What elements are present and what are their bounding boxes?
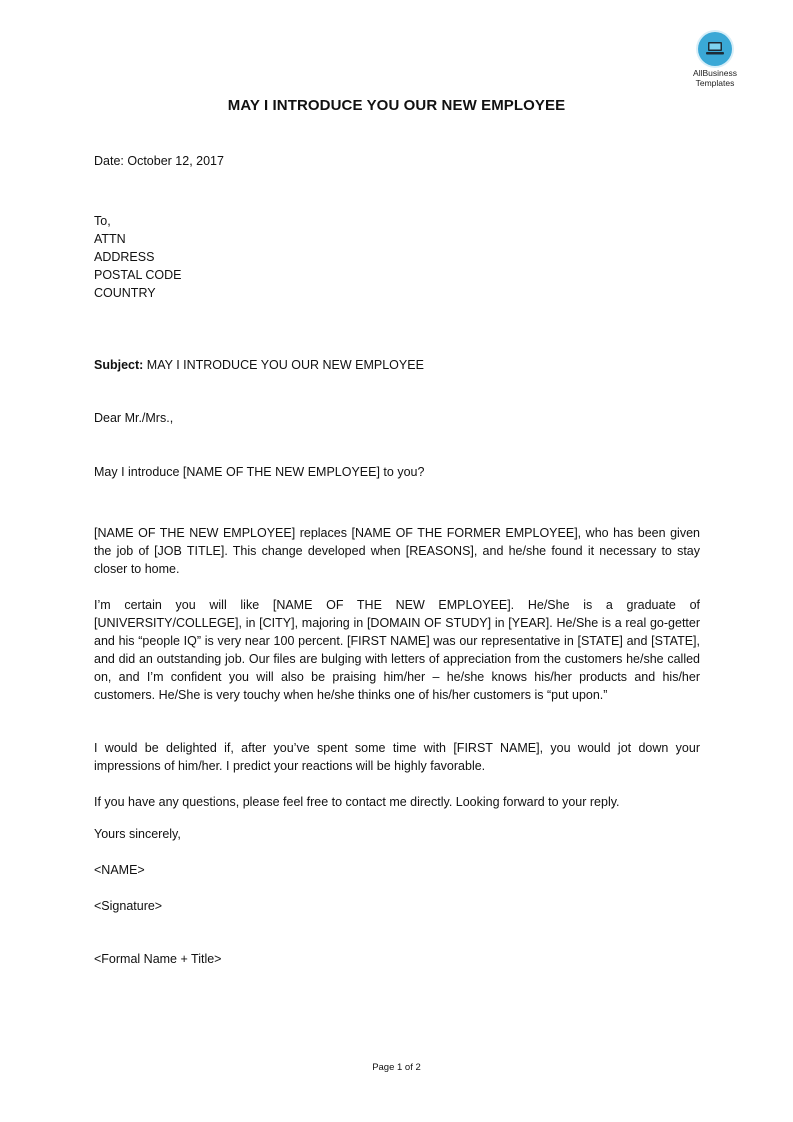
address-line: ADDRESS: [94, 250, 155, 264]
address-country: COUNTRY: [94, 286, 156, 300]
subject-label: Subject:: [94, 358, 144, 372]
subject-line: [94, 358, 424, 372]
address-to: To,: [94, 214, 111, 228]
logo-text-line2: Templates: [695, 77, 735, 88]
address-postal-code: POSTAL CODE: [94, 268, 182, 282]
salutation: Dear Mr./Mrs.,: [94, 411, 174, 425]
sender-formal-name: <Formal Name + Title>: [94, 952, 222, 966]
paragraph-3: I would be delighted if, after you’ve spent some time with [FIRST NAME], you would jot down your impressions of him/her. I predict your reactions will be highly favorable.: [94, 741, 700, 773]
sender-name: <NAME>: [94, 863, 145, 877]
paragraph-1: [NAME OF THE NEW EMPLOYEE] replaces [NAME OF THE FORMER EMPLOYEE], who has been given the job of [JOB TITLE]. This change developed when [REASONS], and he/she found it necessary to stay closer to home.: [94, 526, 700, 576]
letter-date: Date: October 12, 2017: [94, 154, 224, 168]
page-number: Page 1 of 2: [372, 1062, 421, 1073]
paragraph-4: If you have any questions, please feel free to contact me directly. Looking forward to your reply.: [94, 795, 620, 809]
sender-signature: <Signature>: [94, 899, 163, 913]
laptop-icon: [698, 32, 732, 66]
company-logo: [684, 32, 746, 88]
document-title: MAY I INTRODUCE YOU OUR NEW EMPLOYEE: [227, 97, 566, 114]
address-attn: ATTN: [94, 232, 126, 246]
intro-line: May I introduce [NAME OF THE NEW EMPLOYEE] to you?: [94, 465, 425, 479]
logo-text-line1: AllBusiness: [693, 68, 737, 78]
closing: Yours sincerely,: [94, 827, 181, 841]
paragraph-2: I’m certain you will like [NAME OF THE NEW EMPLOYEE]. He/She is a graduate of [UNIVERSITY/COLLEGE], in [CITY], majoring in [DOMAIN OF STUDY] in [YEAR]. He/She is a real go-getter and his “people IQ” is very near 100 percent. [FIRST NAME] was our representative in [STATE] and [STATE], and did an outstanding job. Our files are bulging with letters of appreciation from the customers he/she called on, and I’m confident you will also be praising him/her – he/she knows his/her products and his/her customers. He/She is very touchy when he/she thinks one of his/her customers is “put upon.”: [94, 598, 700, 702]
subject-text: MAY I INTRODUCE YOU OUR NEW EMPLOYEE: [143, 358, 424, 372]
